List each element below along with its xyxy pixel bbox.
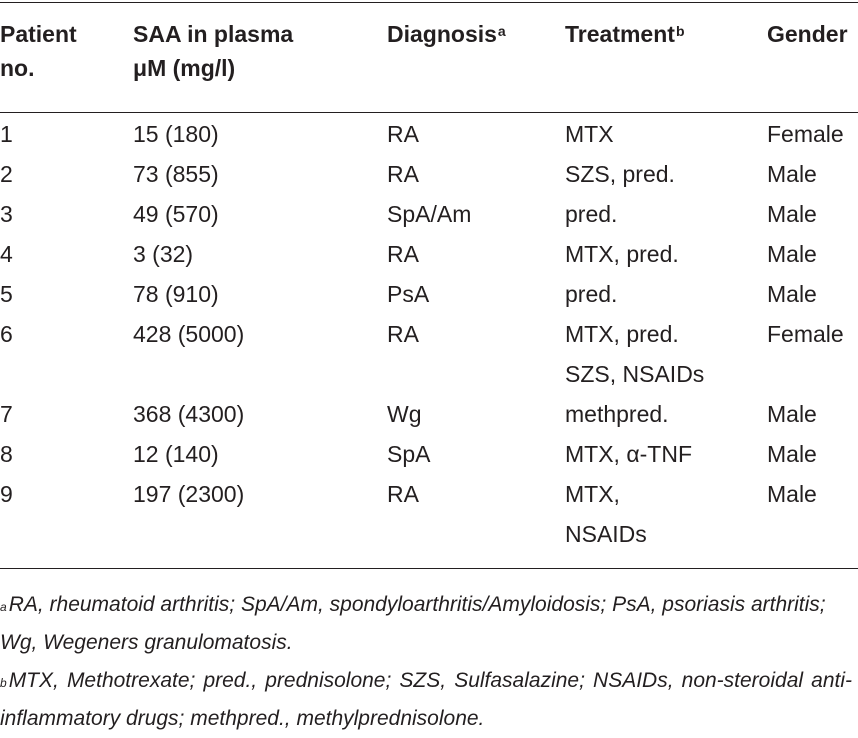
footnote-b-marker: b [0, 676, 7, 690]
cell-patient-no: 3 [0, 201, 13, 227]
cell-treatment-line: MTX [565, 121, 614, 147]
footnote-b [0, 662, 852, 738]
cell-treatment-line: NSAIDs [565, 521, 647, 547]
cell-gender: Male [767, 401, 817, 427]
cell-treatment-line: pred. [565, 201, 618, 227]
cell-diagnosis: SpA/Am [387, 201, 472, 227]
footnote-b-text: MTX, Methotrexate; pred., prednisolone; SZS, Sulfasalazine; NSAIDs, non-steroidal anti-inflammatory drugs; methpred., methylprednisolone. [0, 669, 852, 730]
cell-saa-value: 78 (910) [133, 281, 219, 307]
cell-treatment [565, 114, 614, 154]
cell-patient-no: 6 [0, 321, 13, 347]
cell-diagnosis: RA [387, 321, 419, 347]
cell-gender: Female [767, 121, 844, 147]
header-patient-line1: Patient [0, 21, 77, 47]
header-saa-line2: μM (mg/l) [133, 55, 236, 81]
column-header-treatment [565, 17, 685, 51]
footnote-a [0, 586, 852, 662]
footnote-a-marker: a [0, 600, 7, 614]
cell-diagnosis: RA [387, 121, 419, 147]
header-diagnosis-label: Diagnosis [387, 21, 497, 47]
cell-treatment-line: pred. [565, 281, 618, 307]
cell-treatment [565, 274, 617, 314]
table-bottom-rule [0, 568, 858, 569]
cell-treatment-line: MTX, α-TNF [565, 441, 692, 467]
cell-saa-value: 428 (5000) [133, 321, 245, 347]
cell-gender: Male [767, 481, 817, 507]
cell-gender: Male [767, 441, 817, 467]
cell-treatment-line: MTX, pred. [565, 241, 679, 267]
table-top-rule [0, 2, 858, 3]
cell-patient-no: 8 [0, 441, 13, 467]
cell-treatment [565, 474, 647, 554]
cell-treatment [565, 234, 679, 274]
cell-treatment-line: MTX, [565, 481, 620, 507]
cell-diagnosis: PsA [387, 281, 430, 307]
cell-diagnosis: Wg [387, 401, 422, 427]
header-treatment-footnote-marker: b [675, 23, 685, 39]
cell-patient-no: 5 [0, 281, 13, 307]
cell-gender: Female [767, 321, 844, 347]
header-gender-label: Gender [767, 21, 848, 47]
cell-gender: Male [767, 241, 817, 267]
cell-patient-no: 2 [0, 161, 13, 187]
column-header-saa [133, 17, 293, 85]
cell-gender: Male [767, 281, 817, 307]
cell-treatment [565, 194, 617, 234]
table-header-rule [0, 112, 858, 113]
cell-diagnosis: RA [387, 481, 419, 507]
cell-treatment [565, 154, 675, 194]
cell-saa-value: 49 (570) [133, 201, 219, 227]
column-header-diagnosis [387, 17, 506, 51]
header-diagnosis-footnote-marker: a [497, 23, 506, 39]
cell-treatment [565, 314, 704, 394]
header-treatment-label: Treatment [565, 21, 675, 47]
cell-saa-value: 197 (2300) [133, 481, 245, 507]
cell-treatment-line: SZS, pred. [565, 161, 675, 187]
cell-gender: Male [767, 161, 817, 187]
footnote-a-text: RA, rheumatoid arthritis; SpA/Am, spondyloarthritis/Amyloidosis; PsA, psoriasis arthritis; Wg, Wegeners granulomatosis. [0, 593, 826, 654]
cell-patient-no: 9 [0, 481, 13, 507]
cell-patient-no: 4 [0, 241, 13, 267]
header-patient-line2: no. [0, 55, 35, 81]
cell-diagnosis: RA [387, 241, 419, 267]
cell-treatment-line: methpred. [565, 401, 669, 427]
cell-treatment [565, 434, 692, 474]
cell-gender: Male [767, 201, 817, 227]
column-header-patient [0, 17, 77, 85]
cell-treatment [565, 394, 669, 434]
cell-patient-no: 7 [0, 401, 13, 427]
header-saa-line1: SAA in plasma [133, 21, 294, 47]
cell-saa-value: 3 (32) [133, 241, 194, 267]
column-header-gender [767, 17, 848, 51]
cell-patient-no: 1 [0, 121, 13, 147]
cell-saa-value: 368 (4300) [133, 401, 245, 427]
cell-diagnosis: RA [387, 161, 419, 187]
cell-saa-value: 12 (140) [133, 441, 219, 467]
cell-diagnosis: SpA [387, 441, 431, 467]
cell-treatment-line: SZS, NSAIDs [565, 361, 705, 387]
cell-saa-value: 73 (855) [133, 161, 219, 187]
cell-saa-value: 15 (180) [133, 121, 219, 147]
cell-treatment-line: MTX, pred. [565, 321, 679, 347]
